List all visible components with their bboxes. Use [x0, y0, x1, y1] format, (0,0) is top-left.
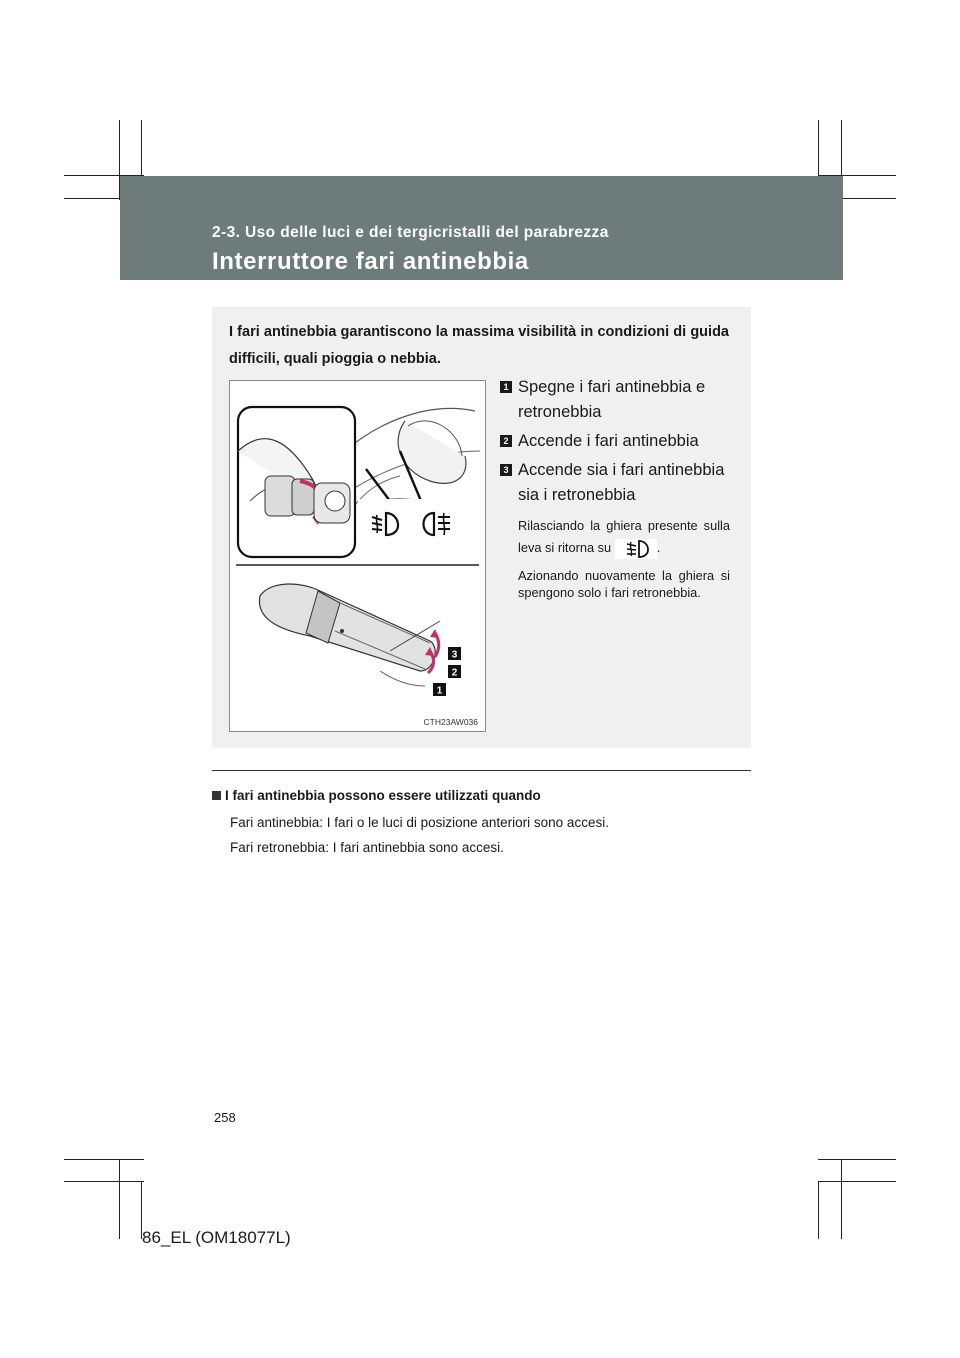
release-note-text: Rilasciando la ghiera presente sulla leva si ritorna su	[518, 518, 730, 555]
callout-list	[500, 375, 730, 601]
crop-mark	[818, 1181, 819, 1239]
crop-mark	[841, 1159, 842, 1239]
section-label: 2-3. Uso delle luci e dei tergicristalli del parabrezza	[212, 224, 609, 241]
callout-number: 2	[500, 435, 512, 447]
crop-mark	[818, 1159, 896, 1160]
svg-text:1: 1	[436, 685, 443, 697]
callout-item	[500, 375, 730, 425]
callout-number: 1	[500, 381, 512, 393]
fog-switch-illustration	[230, 381, 485, 731]
section-divider	[212, 770, 751, 771]
crop-mark	[818, 1181, 896, 1182]
condition-line-rear: Fari retronebbia: I fari antinebbia sono accesi.	[230, 840, 504, 855]
crop-mark	[64, 1159, 144, 1160]
callout-item	[500, 458, 730, 508]
svg-text:2: 2	[451, 667, 458, 679]
callout-text: Accende i fari antinebbia	[518, 432, 699, 450]
release-note-end: .	[656, 540, 661, 555]
intro-box	[212, 307, 751, 748]
crop-mark	[119, 1159, 120, 1239]
svg-text:3: 3	[451, 649, 458, 661]
callout-text: Spegne i fari antinebbia e retronebbia	[518, 378, 706, 421]
condition-title	[212, 788, 541, 803]
figure-code: CTH23AW036	[423, 717, 478, 727]
callout-item	[500, 429, 730, 454]
figure-marker	[448, 647, 461, 661]
crop-mark	[64, 1181, 144, 1182]
figure-marker	[433, 683, 446, 697]
document-code: 86_EL (OM18077L)	[142, 1228, 291, 1247]
intro-text: I fari antinebbia garantiscono la massima visibilità in condizioni di guida difficili, quali pioggia o nebbia.	[229, 324, 729, 367]
callout-text: Accende sia i fari antinebbia sia i retronebbia	[518, 461, 725, 504]
condition-line-front: Fari antinebbia: I fari o le luci di posizione anteriori sono accesi.	[230, 815, 609, 830]
figure-marker	[448, 665, 461, 679]
page-number: 258	[214, 1110, 236, 1125]
again-note: Azionando nuovamente la ghiera si spengono solo i fari retronebbia.	[518, 568, 730, 600]
front-fog-light-icon	[615, 539, 657, 559]
release-note	[500, 515, 730, 559]
page-title: Interruttore fari antinebbia	[212, 248, 529, 275]
bullet-square-icon	[212, 791, 221, 800]
condition-title-text: I fari antinebbia possono essere utilizzati quando	[225, 788, 541, 803]
callout-number: 3	[500, 464, 512, 476]
illustration-figure	[229, 380, 486, 732]
header-band	[120, 176, 843, 280]
